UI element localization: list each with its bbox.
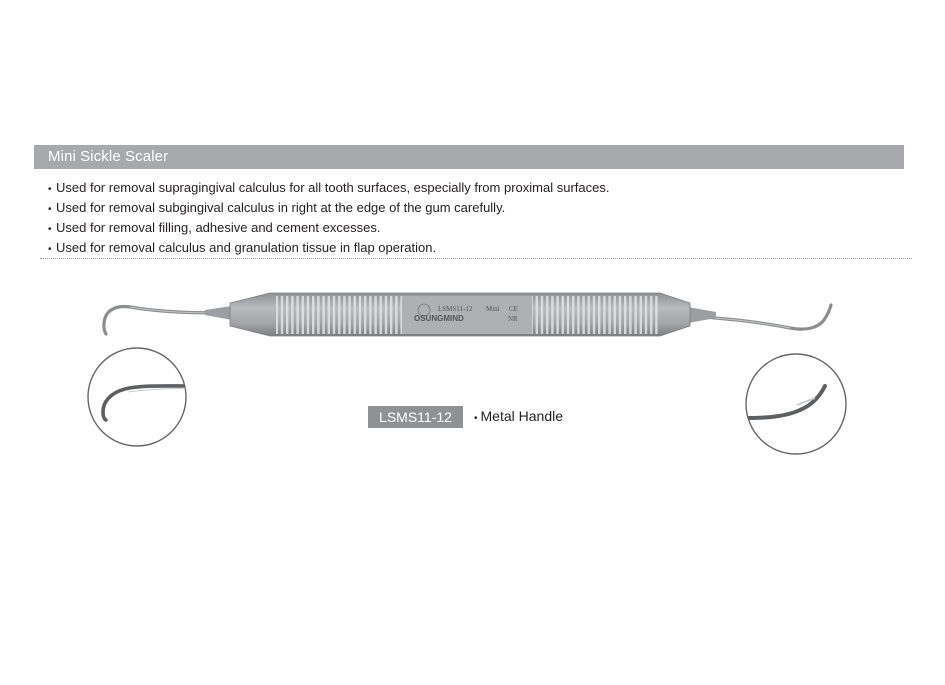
engraving-code: LSMS11-12 [438, 305, 473, 313]
engraving-ce: CE [509, 305, 518, 313]
bullet-icon: • [48, 184, 52, 195]
list-item: • Used for removal calculus and granulation tissue in flap operation. [48, 239, 609, 259]
section-title: Mini Sickle Scaler [48, 148, 169, 165]
bullet-icon: • [48, 204, 52, 215]
left-shank [205, 306, 232, 320]
right-tip-detail [745, 354, 846, 454]
list-item: • Used for removal filling, adhesive and cement excesses. [48, 219, 609, 239]
engraving-brand: OSUNGMIND [414, 314, 464, 323]
handle-type-note: • Metal Handle [474, 408, 564, 424]
list-item: • Used for removal subgingival calculus in right at the edge of the gum carefully. [48, 199, 609, 219]
bullet-icon: • [474, 413, 478, 424]
list-item: • Used for removal supragingival calculus for all tooth surfaces, especially from proximal surfaces. [48, 179, 609, 199]
bullet-icon: • [48, 244, 52, 255]
engraving-suffix: NR [508, 315, 518, 323]
model-number-badge: LSMS11-12 [368, 406, 463, 428]
bullet-icon: • [48, 224, 52, 235]
engraving-size: Mini [486, 305, 500, 313]
left-tip-detail [88, 348, 190, 446]
right-shank [688, 307, 716, 323]
